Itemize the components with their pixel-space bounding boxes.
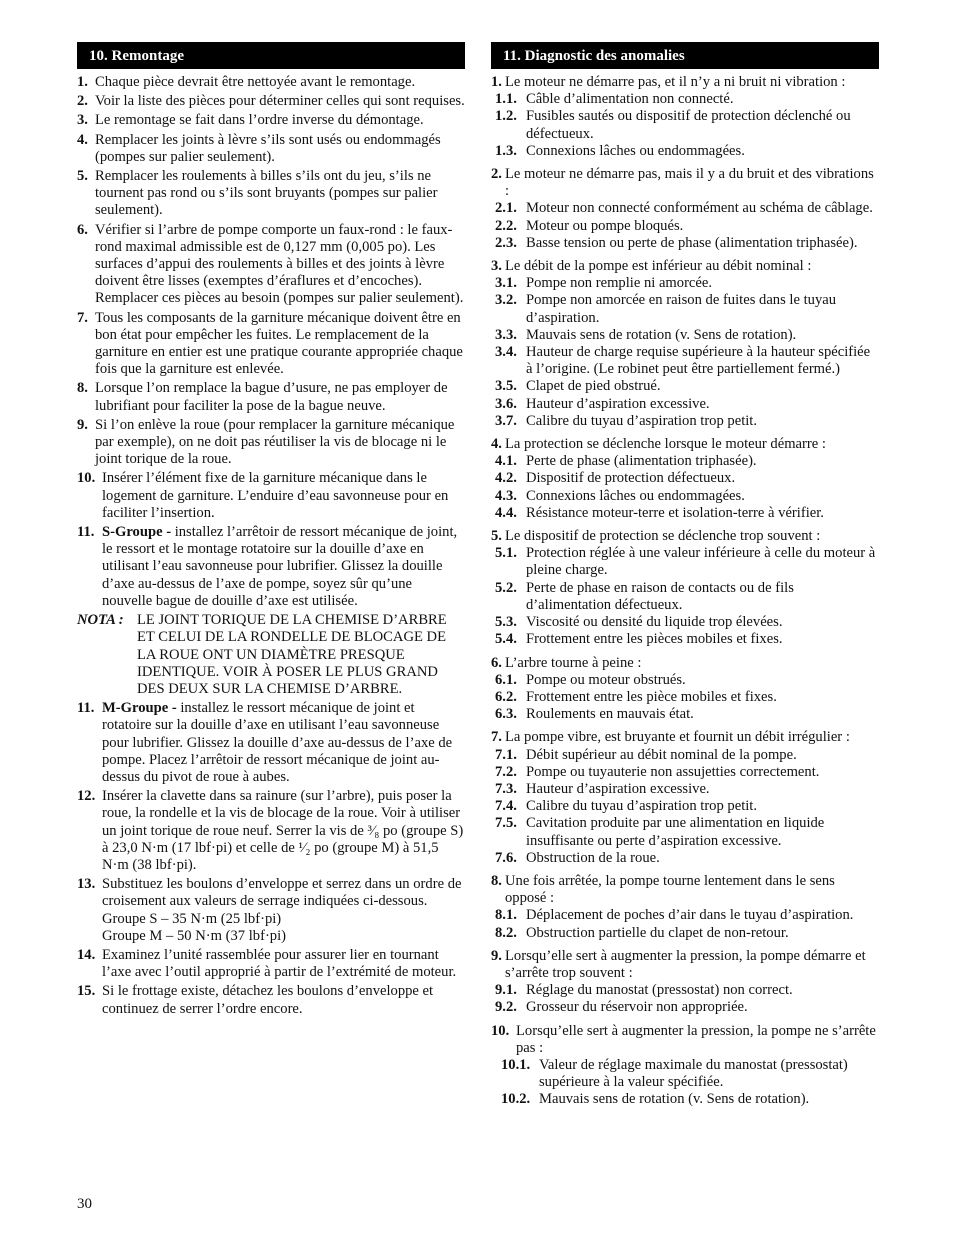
cause-text: Frottement entre les pièce mobiles et fixes. [526, 688, 777, 705]
diagnostic-cause [495, 108, 879, 142]
item-text [102, 983, 433, 1016]
remontage-item [77, 417, 465, 469]
cause-number: 8.2. [495, 924, 517, 941]
diagnostic-cause [495, 275, 879, 292]
cause-text: Mauvais sens de rotation (v. Sens de rotation). [539, 1091, 810, 1108]
remontage-list [77, 74, 465, 610]
cause-number: 8.1. [495, 907, 517, 924]
cause-text: Grosseur du réservoir non appropriée. [526, 999, 748, 1016]
cause-number: 3.3. [495, 326, 517, 343]
cause-text: Mauvais sens de rotation (v. Sens de rotation). [526, 326, 797, 343]
cause-number: 2.3. [495, 234, 517, 251]
item-text [95, 93, 465, 109]
cause-text: Déplacement de poches d’air dans le tuyau d’aspiration. [526, 907, 854, 924]
cause-text: Clapet de pied obstrué. [526, 378, 661, 395]
cause-text: Connexions lâches ou endommagées. [526, 487, 745, 504]
item-text [102, 470, 448, 520]
cause-text: Moteur ou pompe bloqués. [526, 217, 684, 234]
cause-number: 10.1. [501, 1056, 531, 1073]
diagnostic-cause [495, 505, 879, 522]
diagnostic-problem [491, 436, 879, 453]
torque-line: Groupe M – 50 N·m (37 lbf·pi) [102, 927, 287, 944]
item-text [95, 310, 463, 378]
cause-number: 6.3. [495, 706, 517, 723]
cause-number: 2.1. [495, 200, 517, 217]
diagnostic-column [491, 42, 879, 1109]
remontage-item [77, 112, 465, 129]
cause-number: 1.3. [495, 142, 517, 159]
diagnostic-cause [495, 488, 879, 505]
diagnostic-cause [495, 672, 879, 689]
diagnostic-cause [495, 378, 879, 395]
cause-number: 4.3. [495, 487, 517, 504]
cause-number: 3.2. [495, 292, 517, 309]
cause-number: 5.3. [495, 614, 517, 631]
remontage-item [77, 310, 465, 379]
cause-number: 7.2. [495, 763, 517, 780]
cause-text: Débit supérieur au débit nominal de la pompe. [526, 746, 797, 763]
item-text [102, 876, 461, 909]
cause-text: Fusibles sautés ou dispositif de protection déclenché ou défectueux. [526, 108, 851, 142]
cause-text: Réglage du manostat (pressostat) non correct. [526, 982, 793, 999]
cause-text: Pompe ou tuyauterie non assujetties correctement. [526, 763, 820, 780]
item-body: Voir la liste des pièces pour déterminer celles qui sont requises. [95, 93, 465, 110]
item-body: Chaque pièce devrait être nettoyée avant le remontage. [95, 74, 416, 90]
problem-text: Lorsqu’elle sert à augmenter la pression, la pompe ne s’arrête pas : [516, 1022, 876, 1056]
item-text [95, 380, 448, 413]
diagnostic-problem [491, 655, 879, 672]
cause-number: 6.1. [495, 671, 517, 688]
problem-number: 7. [491, 729, 502, 746]
remontage-header: 10. Remontage [77, 42, 465, 69]
diagnostic-cause [495, 781, 879, 798]
problem-number: 5. [491, 528, 502, 545]
item-number: 15. [77, 983, 96, 1000]
problem-number: 1. [491, 74, 502, 90]
diagnostic-cause [495, 292, 879, 326]
diagnostic-cause [495, 747, 879, 764]
diagnostic-cause [495, 982, 879, 999]
remontage-item [77, 983, 465, 1017]
cause-number: 3.7. [495, 412, 517, 429]
item-number: 2. [77, 93, 88, 110]
diagnostic-cause [495, 706, 879, 723]
item-text [102, 788, 463, 873]
diagnostic-cause [495, 235, 879, 252]
diagnostic-cause [495, 631, 879, 648]
item-text [95, 417, 454, 467]
remontage-item [77, 700, 465, 786]
item-body: Remplacer les roulements à billes s’ils ont du jeu, s’ils ne tournent pas rond ou s’ils sont bruyants (pompes sur palier seulement). [95, 168, 438, 219]
cause-number: 3.1. [495, 275, 517, 292]
cause-text: Viscosité ou densité du liquide trop élevées. [526, 614, 783, 631]
cause-number: 3.6. [495, 395, 517, 412]
cause-text: Hauteur de charge requise supérieure à la hauteur spécifiée à l’origine. (Le robinet peut être partiellement fermé.) [526, 344, 871, 378]
problem-number: 3. [491, 258, 502, 275]
item-number: 9. [77, 416, 88, 433]
cause-text: Hauteur d’aspiration excessive. [526, 395, 710, 412]
cause-text: Dispositif de protection défectueux. [526, 470, 736, 487]
nota-label: NOTA : [77, 612, 124, 629]
diagnostic-cause [495, 999, 879, 1016]
item-number: 8. [77, 380, 88, 397]
cause-number: 1.2. [495, 108, 517, 125]
diagnostic-cause [495, 614, 879, 631]
cause-number: 3.5. [495, 378, 517, 395]
item-body: Examinez l’unité rassemblée pour assurer lier en tournant l’axe avec l’outil approprié à partir de l’extrémité de moteur. [102, 946, 457, 981]
problem-number: 9. [491, 947, 502, 964]
item-body: Remplacer les joints à lèvre s’ils sont usés ou endommagés (pompes sur palier seulement). [95, 131, 441, 165]
diagnostic-problem [491, 873, 879, 907]
diagnostic-cause [495, 689, 879, 706]
nota-note [77, 612, 465, 698]
diagnostic-cause [495, 850, 879, 867]
cause-text: Protection réglée à une valeur inférieure à celle du moteur à pleine charge. [526, 545, 876, 579]
remontage-list-continued [77, 700, 465, 1018]
problem-text: Une fois arrêtée, la pompe tourne lentement dans le sens opposé : [505, 872, 835, 907]
cause-text: Perte de phase (alimentation triphasée). [526, 453, 757, 470]
cause-number: 5.1. [495, 545, 517, 562]
cause-text: Hauteur d’aspiration excessive. [526, 780, 710, 797]
cause-number: 7.3. [495, 780, 517, 797]
problem-text: La protection se déclenche lorsque le moteur démarre : [505, 436, 826, 453]
item-body: Si l’on enlève la roue (pour remplacer la garniture mécanique par exemple), on ne doit pas réutiliser la vis de blocage ni le joint torique de la roue. [95, 416, 455, 468]
cause-text: Frottement entre les pièces mobiles et fixes. [526, 631, 783, 648]
item-number: 6. [77, 221, 88, 238]
problem-text: Le dispositif de protection se déclenche trop souvent : [505, 528, 821, 545]
diagnostic-cause [495, 327, 879, 344]
cause-number: 7.4. [495, 798, 517, 815]
item-body: Le remontage se fait dans l’ordre inverse du démontage. [95, 112, 424, 129]
cause-text: Basse tension ou perte de phase (alimentation triphasée). [526, 234, 858, 251]
diagnostic-header: 11. Diagnostic des anomalies [491, 42, 879, 69]
diagnostic-cause [495, 545, 879, 579]
page-number: 30 [77, 1196, 92, 1212]
diagnostic-cause [501, 1057, 879, 1091]
cause-number: 4.2. [495, 470, 517, 487]
problem-text: Lorsqu’elle sert à augmenter la pression, la pompe démarre et s’arrête trop souvent : [505, 947, 866, 981]
item-text [95, 132, 441, 165]
cause-number: 9.2. [495, 999, 517, 1016]
item-number: 14. [77, 946, 96, 963]
cause-text: Moteur non connecté conformément au schéma de câblage. [526, 200, 873, 217]
item-bold-label: M-Groupe - [102, 700, 177, 717]
item-text [95, 74, 415, 90]
diagnostic-cause [495, 470, 879, 487]
item-text [95, 168, 438, 218]
cause-text: Cavitation produite par une alimentation en liquide insuffisante ou perte d’aspiration excessive. [526, 815, 825, 849]
cause-number: 9.1. [495, 982, 517, 999]
item-number: 12. [77, 788, 96, 805]
cause-text: Valeur de réglage maximale du manostat (pressostat) supérieure à la valeur spécifiée. [539, 1056, 848, 1091]
diagnostic-cause [495, 907, 879, 924]
remontage-item [77, 74, 465, 91]
problem-number: 2. [491, 166, 502, 183]
item-body: Insérer la clavette dans sa rainure (sur l’arbre), puis poser la roue, la rondelle et la vis de blocage de la roue. Voir à utiliser un joint torique de roue neuf. Serrer la vis de ³⁄₈ po (groupe S) à 23,0 N·m (17 lbf·pi) et celle de ¹⁄₂ po (groupe M) à 51,5 N·m (38 lbf·pi). [102, 788, 464, 873]
item-text [95, 222, 463, 307]
diagnostic-problem [491, 528, 879, 545]
item-body: installez l’arrêtoir de ressort mécanique de joint, le ressort et le montage rotatoire sur la douille d’axe en utilisant l’eau savonneuse pour lubrifier. Glissez la douille d’axe au-dessus de l’axe de pompe, soyez sûr qu’une nouvelle bague de douille d’axe est utilisée. [102, 524, 458, 609]
remontage-item [77, 168, 465, 220]
cause-text: Pompe ou moteur obstrués. [526, 671, 686, 688]
problem-number: 10. [491, 1022, 510, 1039]
item-body: Vérifier si l’arbre de pompe comporte un faux-rond : le faux-rond maximal admissible est de 0,127 mm (0,005 po). Les surfaces d’appui des roulements à billes et des joints à lèvre doivent être lisses (exemptes d’éraflures et d’encoches). Remplacer ces pièces au besoin (pompes sur palier seulement). [95, 221, 464, 307]
diagnostic-cause [495, 200, 879, 217]
item-number: 1. [77, 74, 88, 90]
remontage-item [77, 222, 465, 308]
item-number: 7. [77, 309, 88, 326]
diagnostic-list [491, 74, 879, 1109]
cause-number: 6.2. [495, 688, 517, 705]
diagnostic-cause [495, 925, 879, 942]
item-body: Substituez les boulons d’enveloppe et serrez dans un ordre de croisement aux valeurs de serrage indiquées ci-dessous. [102, 876, 462, 910]
item-body: Lorsque l’on remplace la bague d’usure, ne pas employer de lubrifiant pour faciliter la pose de la bague neuve. [95, 380, 448, 414]
remontage-item [77, 876, 465, 945]
diagnostic-cause [495, 815, 879, 849]
nota-text: LE JOINT TORIQUE DE LA CHEMISE D’ARBRE ET CELUI DE LA RONDELLE DE BLOCAGE DE LA ROUE ONT UN DIAMÈTRE PRESQUE IDENTIQUE. VOIR À POSER LE PLUS GRAND DES DEUX SUR LA CHEMISE D’ARBRE. [137, 612, 447, 697]
diagnostic-problem [491, 1023, 879, 1057]
diagnostic-problem [491, 74, 879, 91]
problem-number: 4. [491, 436, 502, 453]
torque-line: Groupe S – 35 N·m (25 lbf·pi) [102, 910, 282, 927]
cause-text: Pompe non remplie ni amorcée. [526, 275, 713, 292]
cause-text: Résistance moteur-terre et isolation-terre à vérifier. [526, 504, 824, 521]
problem-text: La pompe vibre, est bruyante et fournit un débit irrégulier : [505, 729, 850, 746]
cause-number: 7.1. [495, 746, 517, 763]
remontage-item [77, 132, 465, 166]
item-number: 10. [77, 470, 96, 487]
item-number: 5. [77, 168, 88, 185]
cause-number: 5.2. [495, 579, 517, 596]
problem-text: L’arbre tourne à peine : [505, 654, 642, 671]
diagnostic-cause [495, 218, 879, 235]
item-body: Insérer l’élément fixe de la garniture mécanique dans le logement de garniture. L’enduire d’eau savonneuse pour en faciliter l’insertion. [102, 470, 449, 521]
diagnostic-cause [495, 143, 879, 160]
remontage-item [77, 524, 465, 610]
problem-text: Le débit de la pompe est inférieur au débit nominal : [505, 258, 812, 275]
item-text [95, 112, 424, 128]
cause-number: 7.6. [495, 849, 517, 866]
diagnostic-cause [495, 453, 879, 470]
item-number: 11. [77, 700, 95, 717]
cause-number: 5.4. [495, 631, 517, 648]
remontage-item [77, 93, 465, 110]
diagnostic-cause [495, 396, 879, 413]
diagnostic-cause [495, 764, 879, 781]
item-body: Si le frottage existe, détachez les boulons d’enveloppe et continuez de serrer l’ordre encore. [102, 983, 434, 1017]
remontage-item [77, 788, 465, 874]
remontage-column [77, 42, 465, 1020]
diagnostic-problem [491, 258, 879, 275]
cause-text: Connexions lâches ou endommagées. [526, 142, 745, 159]
item-text [102, 524, 457, 609]
cause-number: 4.4. [495, 504, 517, 521]
cause-number: 1.1. [495, 91, 517, 108]
cause-text: Pompe non amorcée en raison de fuites dans le tuyau d’aspiration. [526, 292, 837, 326]
diagnostic-cause [495, 91, 879, 108]
item-number: 11. [77, 524, 95, 541]
cause-number: 3.4. [495, 344, 517, 361]
cause-text: Calibre du tuyau d’aspiration trop petit. [526, 798, 758, 815]
cause-text: Obstruction de la roue. [526, 849, 660, 866]
cause-text: Calibre du tuyau d’aspiration trop petit. [526, 412, 758, 429]
cause-text: Câble d’alimentation non connecté. [526, 91, 734, 108]
cause-text: Obstruction partielle du clapet de non-retour. [526, 924, 789, 941]
diagnostic-cause [501, 1091, 879, 1108]
item-body: installez le ressort mécanique de joint et rotatoire sur la douille d’axe en utilisant l’eau savonneuse pour lubrifier. Glissez la douille d’axe au-dessus de l’axe de pompe. Placez l’arrêtoir de ressort mécanique de joint au-dessus du pivot de roue à aubes. [102, 700, 453, 785]
item-text [102, 700, 452, 785]
item-body: Tous les composants de la garniture mécanique doivent être en bon état pour empêcher les fuites. Le remplacement de la garniture en entier est une pratique courante appropriée chaque fois que la garniture est enlevée. [95, 309, 463, 378]
cause-number: 4.1. [495, 453, 517, 470]
item-number: 4. [77, 131, 88, 148]
item-number: 3. [77, 112, 88, 129]
cause-text: Roulements en mauvais état. [526, 706, 694, 723]
diagnostic-cause [495, 344, 879, 378]
diagnostic-cause [495, 798, 879, 815]
item-bold-label: S-Groupe - [102, 524, 172, 541]
diagnostic-problem [491, 729, 879, 746]
problem-text: Le moteur ne démarre pas, mais il y a du bruit et des vibrations : [505, 166, 874, 200]
problem-text: Le moteur ne démarre pas, et il n’y a ni bruit ni vibration : [505, 74, 846, 90]
cause-number: 10.2. [501, 1091, 531, 1108]
cause-text: Perte de phase en raison de contacts ou de fils d’alimentation défectueux. [526, 579, 794, 613]
problem-number: 6. [491, 654, 502, 671]
diagnostic-cause [495, 413, 879, 430]
item-text [102, 947, 456, 980]
diagnostic-problem [491, 948, 879, 982]
remontage-item [77, 380, 465, 414]
cause-number: 2.2. [495, 217, 517, 234]
remontage-item [77, 470, 465, 522]
problem-number: 8. [491, 872, 502, 889]
item-number: 13. [77, 876, 96, 893]
remontage-item [77, 947, 465, 981]
diagnostic-problem [491, 166, 879, 200]
cause-number: 7.5. [495, 815, 517, 832]
diagnostic-cause [495, 580, 879, 614]
